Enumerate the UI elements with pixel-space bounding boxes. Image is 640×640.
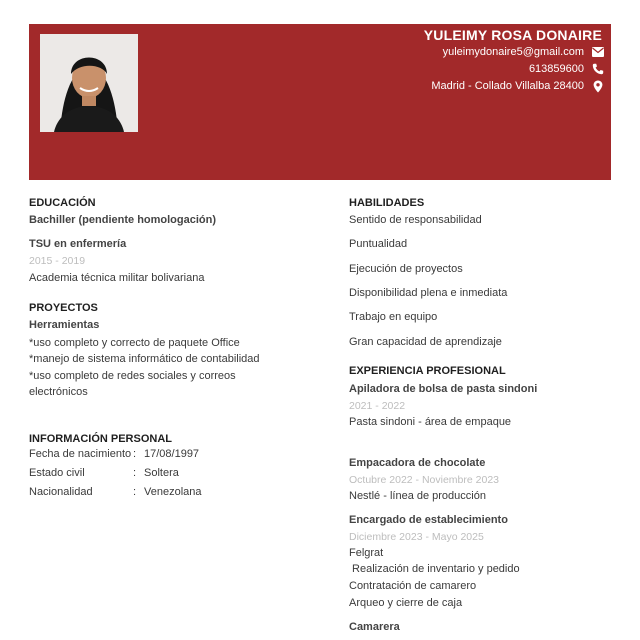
info-key: Nacionalidad [29, 486, 93, 498]
skill-item: Puntualidad [349, 238, 408, 250]
experience-heading: EXPERIENCIA PROFESIONAL [349, 365, 506, 377]
job-line: Realización de inventario y pedido [349, 563, 520, 575]
profile-photo [40, 34, 138, 132]
info-key: Estado civil [29, 467, 85, 479]
education-dates: 2015 - 2019 [29, 255, 86, 267]
projects-line: *uso completo y correcto de paquete Office [29, 337, 240, 349]
info-value: 17/08/1997 [144, 448, 200, 460]
phone-icon [592, 63, 604, 75]
job-line: Pasta sindoni - área de empaque [349, 416, 512, 428]
contact-phone[interactable] [529, 63, 604, 75]
info-separator: : [133, 486, 137, 498]
skill-item: Disponibilidad plena e inmediata [349, 287, 508, 299]
education-school: Academia técnica militar bolivariana [29, 272, 205, 284]
info-key: Fecha de nacimiento [29, 448, 132, 460]
address-text: Madrid - Collado Villalba 28400 [431, 80, 584, 92]
projects-subtitle: Herramientas [29, 319, 100, 331]
education-degree-2: TSU en enfermería [29, 238, 127, 250]
job-line: Arqueo y cierre de caja [349, 597, 463, 609]
job-line: Felgrat [349, 547, 384, 559]
job-role: Apiladora de bolsa de pasta sindoni [349, 383, 538, 395]
map-pin-icon [592, 80, 604, 92]
job-dates: Diciembre 2023 - Mayo 2025 [349, 531, 484, 543]
education-degree-1: Bachiller (pendiente homologación) [29, 214, 217, 226]
phone-text[interactable]: 613859600 [528, 63, 584, 75]
projects-heading: PROYECTOS [29, 302, 98, 314]
projects-line: electrónicos [29, 386, 88, 398]
contact-email[interactable] [443, 46, 604, 58]
job-role: Encargado de establecimiento [349, 514, 508, 526]
info-separator: : [133, 467, 137, 479]
projects-line: *manejo de sistema informático de contabilidad [29, 353, 260, 365]
contact-address [431, 80, 604, 92]
projects-line: *uso completo de redes sociales y correos [29, 370, 236, 382]
skill-item: Trabajo en equipo [349, 311, 438, 323]
skill-item: Gran capacidad de aprendizaje [349, 336, 502, 348]
job-role: Camarera [349, 621, 400, 633]
education-heading: EDUCACIÓN [29, 197, 96, 209]
candidate-name: YULEIMY ROSA DONAIRE [423, 27, 602, 43]
skill-item: Ejecución de proyectos [349, 263, 463, 275]
job-role: Empacadora de chocolate [349, 457, 486, 469]
skill-item: Sentido de responsabilidad [349, 214, 482, 226]
skills-heading: HABILIDADES [349, 197, 425, 209]
job-line: Nestlé - línea de producción [349, 490, 486, 502]
envelope-icon [592, 46, 604, 58]
info-separator: : [133, 448, 137, 460]
personal-info-heading: INFORMACIÓN PERSONAL [29, 433, 172, 445]
job-dates: Octubre 2022 - Noviembre 2023 [349, 474, 499, 486]
header-banner [29, 24, 611, 180]
job-line: Contratación de camarero [349, 580, 477, 592]
job-dates: 2021 - 2022 [349, 400, 406, 412]
info-value: Venezolana [144, 486, 202, 498]
info-value: Soltera [144, 467, 179, 479]
email-text[interactable]: yuleimydonaire5@gmail.com [442, 46, 584, 58]
